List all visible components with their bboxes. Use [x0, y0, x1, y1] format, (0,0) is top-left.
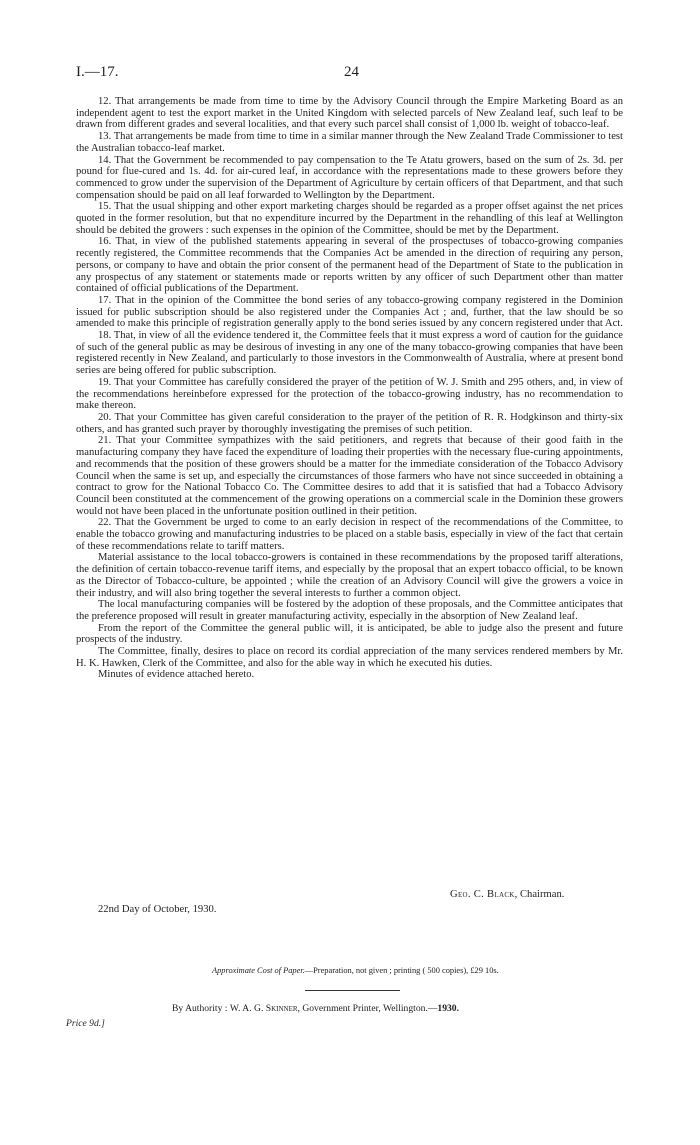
- paragraph-minutes: Minutes of evidence attached hereto.: [98, 669, 255, 681]
- paragraph-appreciation: The Committee, finally, desires to place on record its cordial appreciation of the many services rendered members by Mr. H. K. Hawken, Clerk of the Committee, and also for the able way in which he executed his duties.: [76, 646, 623, 669]
- cost-note-text: —Preparation, not given ; printing ( 500 copies), £29 10s.: [304, 966, 499, 975]
- paragraph-21: 21. That your Committee sympathizes with the said petitioners, and regrets that because of their good faith in the manufacturing company they have faced the expenditure of loading their properties with the necessary flue-curing appointments, and recommends that the position of these growers should be a matter for the immediate consideration of the Tobacco Advisory Council when the same is set up, and especially the circumstances of those farmers who have not since succeeded in obtaining a contract to grow for the National Tobacco Co. The Committee desires to add that it is satisfied that had a Tobacco Advisory Council been constituted at the commencement of the growing operations on a commercial scale in the Dominion these growers would not have been placed in the unfortunate position outlined in their petition.: [76, 435, 623, 517]
- authority-year: 1930.: [437, 1003, 459, 1014]
- paragraph-14: 14. That the Government be recommended to pay compensation to the Te Atatu growers, based on the sum of 2s. 3d. per pound for flue-cured and 1s. 4d. for air-cured leaf, in accordance with the representations made to these growers before they commenced to grow under the supervision of the Department of Agriculture by certain officers of that Department, and that such compensation should be paid on all leaf forwarded to Wellington by the Department.: [76, 154, 623, 201]
- authority-suffix: , Government Printer, Wellington.—: [297, 1003, 438, 1014]
- cost-note: [212, 966, 499, 975]
- paragraph-20: 20. That your Committee has given careful consideration to the prayer of the petition of R. R. Hodgkinson and thirty-six others, and has granted such prayer by thoroughly investigating the premises of such petition.: [76, 411, 623, 435]
- paragraph-16: 16. That, in view of the published statements appearing in several of the prospectuses of tobacco-growing companies recently registered, the Committee recommends that the Companies Act be amended in the direction of requiring any person, persons, or company to have and obtain the prior consent of the permanent head of the Department of State to the publication in any prospectus of any statement or statements made or reports written by any officer of such Department other than matter contained of official publications of the Department.: [76, 236, 623, 295]
- cost-note-label: Approximate Cost of Paper.: [212, 966, 305, 975]
- authority-prefix: By Authority :: [172, 1003, 230, 1014]
- paragraph-12: 12. That arrangements be made from time to time by the Advisory Council through the Empire Marketing Board as an independent agent to test the export market in the United Kingdom with selected parcels of New Zealand leaf, such leaf to be drawn from different grades and several localities, and that every such parcel shall consist of 1,000 lb. weight of tobacco-leaf.: [76, 96, 623, 131]
- page-header: [76, 64, 662, 84]
- paragraph-material-assistance: Material assistance to the local tobacco-growers is contained in these recommendations by the proposed tariff alterations, the definition of certain tobacco-revenue tariff items, and especially by the proposal that an expert tobacco official, to be known as the Director of Tobacco-culture, be appointed ; while the creation of an Advisory Council will give the growers a voice in their industry, and will also bring together the several interests to further a common object.: [76, 552, 623, 599]
- page-number: 24: [344, 64, 359, 80]
- paragraph-15: 15. That the usual shipping and other export marketing charges should be regarded as a proper offset against the net prices quoted in the former resolution, but that no expenditure incurred by the Department in the rehandling of this leaf at Wellington should be debited the growers : such expenses in the opinion of the Committee, should be met by the Department.: [76, 201, 623, 236]
- authority-line: [172, 1003, 459, 1014]
- paragraph-22: 22. That the Government be urged to come to an early decision in respect of the recommendations of the Committee, to enable the tobacco growing and manufacturing industries to be placed on a stable basis, especially in view of the fact that certain of these recommendations relate to tariff matters.: [76, 517, 623, 552]
- chairman-name: Geo. C. Black: [450, 889, 515, 900]
- paragraph-18: 18. That, in view of all the evidence tendered it, the Committee feels that it must express a word of caution for the guidance of such of the general public as may be desirous of investing in any one of the many tobacco-growing companies that have been registered recently in New Zealand, and particularly to those investors in the Commonwealth of Australia, where at present bond series are being offered for public subscription.: [76, 330, 623, 377]
- paragraph-manufacturing: The local manufacturing companies will be fostered by the adoption of these proposals, and the Committee anticipates that the preference proposed will result in greater manufacturing activity, especially in the absorption of New Zealand leaf.: [76, 599, 623, 622]
- document-reference: I.—17.: [76, 64, 119, 80]
- divider-rule: [305, 990, 400, 991]
- printer-name: W. A. G. Skinner: [229, 1003, 298, 1014]
- paragraph-17: 17. That in the opinion of the Committee the bond series of any tobacco-growing company registered in the Dominion issued for public subscription should be also registered under the Companies Act ; and, further, that the law should be so amended to make this principle of registration generally apply to the bond series issued by any concern registered under that Act.: [76, 294, 623, 330]
- paragraph-13: 13. That arrangements be made from time to time in a similar manner through the New Zealand Trade Commissioner to test the Australian tobacco-leaf market.: [76, 131, 623, 154]
- chairman-title: , Chairman.: [514, 889, 565, 900]
- report-body: [76, 96, 623, 681]
- price-note: Price 9d.]: [66, 1018, 105, 1029]
- paragraph-19: 19. That your Committee has carefully considered the prayer of the petition of W. J. Smith and 295 others, and, in view of the recommendations hereinbefore expressed for the protection of the tobacco-growing industry, has no recommendation to make thereon.: [76, 376, 623, 412]
- paragraph-public-judge: From the report of the Committee the general public will, it is anticipated, be able to judge also the present and future prospects of the industry.: [76, 622, 623, 646]
- report-date: 22nd Day of October, 1930.: [98, 904, 217, 915]
- chairman-signature: [450, 889, 564, 900]
